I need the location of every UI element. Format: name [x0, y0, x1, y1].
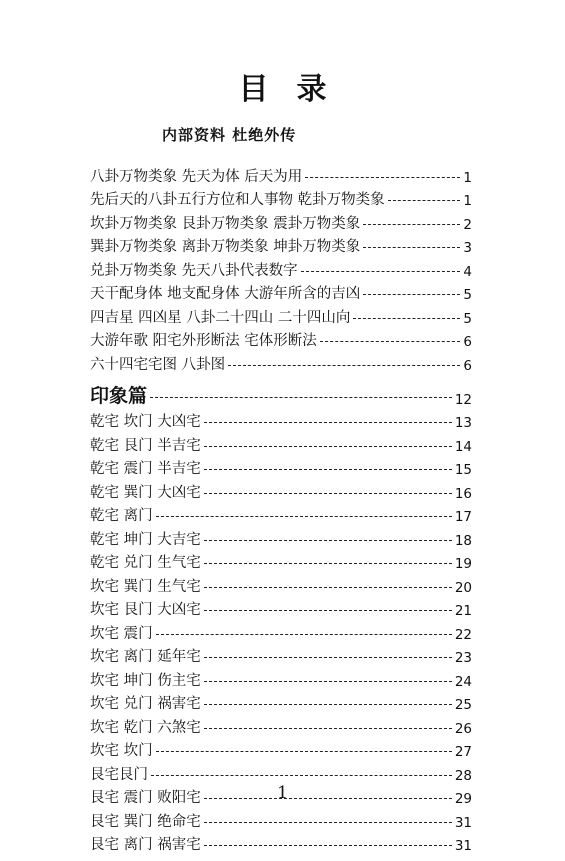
toc-leader [204, 657, 452, 658]
toc-entry-title: 乾宅 震门 半吉宅 [90, 461, 201, 477]
toc-entry[interactable] [90, 596, 472, 620]
toc-entry[interactable] [90, 549, 472, 573]
toc-entry[interactable] [90, 256, 472, 280]
toc-leader [204, 469, 452, 470]
toc-leader [204, 845, 452, 846]
toc-entry-title: 乾宅 坤门 大吉宅 [90, 531, 201, 548]
toc-leader [353, 318, 460, 319]
page-title: 目录 [238, 72, 355, 107]
toc-entry[interactable] [90, 350, 472, 374]
toc-entry-title: 乾宅 巽门 大凶宅 [90, 484, 201, 501]
toc-entry-page: 1 [463, 169, 472, 186]
toc-entry-page: 4 [463, 263, 472, 280]
toc-entry[interactable] [90, 280, 472, 304]
toc-entry-title: 坎宅 兑门 祸害宅 [90, 696, 201, 712]
toc-entry[interactable] [90, 737, 472, 761]
page-number: 1 [277, 783, 288, 803]
toc-general-group [90, 162, 472, 374]
toc-entry-page: 15 [454, 462, 472, 478]
toc-leader [156, 634, 452, 635]
toc-entry[interactable] [90, 831, 472, 855]
toc-entry-page: 26 [454, 720, 472, 737]
toc-entry-page: 29 [454, 791, 472, 807]
toc-leader [204, 822, 452, 823]
toc-entry-page: 5 [463, 287, 472, 303]
toc-section-heading[interactable] [90, 378, 472, 408]
toc-entry-title: 兑卦万物类象 先天八卦代表数字 [90, 262, 298, 279]
toc-entry-page: 23 [454, 650, 472, 666]
toc-entry-title: 坎宅 乾门 六煞宅 [90, 719, 201, 736]
toc-entry-page: 16 [454, 485, 472, 502]
toc-entry[interactable] [90, 666, 472, 690]
toc-entry[interactable] [90, 186, 472, 210]
toc-leader [204, 493, 452, 494]
toc-leader [388, 200, 461, 201]
toc-entry[interactable] [90, 209, 472, 233]
toc-entry-page: 13 [454, 415, 472, 431]
toc-entry[interactable] [90, 478, 472, 502]
toc-leader [204, 563, 452, 564]
toc-entry-title: 乾宅 艮门 半吉宅 [90, 437, 201, 454]
toc-leader [204, 422, 452, 423]
toc-leader [204, 610, 452, 611]
toc-leader [156, 751, 452, 752]
toc-entry[interactable] [90, 327, 472, 351]
toc-entry-title: 坎宅 巽门 生气宅 [90, 578, 201, 595]
toc-entry-title: 坎宅 坤门 伤主宅 [90, 672, 201, 689]
toc-entry-page: 19 [454, 556, 472, 572]
toc-entry-title: 乾宅 兑门 生气宅 [90, 555, 201, 571]
toc-entry-page: 5 [463, 310, 472, 327]
toc-entry-page: 20 [454, 579, 472, 596]
toc-leader [204, 681, 452, 682]
toc-entry[interactable] [90, 408, 472, 432]
toc-entry-title: 坎宅 震门 [90, 625, 153, 642]
toc-entry[interactable] [90, 431, 472, 455]
toc-entry-page: 2 [463, 216, 472, 233]
toc-entry-page: 25 [454, 697, 472, 713]
toc-entry-title: 先后天的八卦五行方位和人事物 乾卦万物类象 [90, 192, 385, 208]
toc-entry-page: 14 [454, 438, 472, 455]
toc-leader [150, 397, 452, 398]
toc-entry-page: 21 [454, 603, 472, 619]
toc-leader [363, 224, 460, 225]
toc-entry[interactable] [90, 643, 472, 667]
toc-entry[interactable] [90, 572, 472, 596]
toc-entry[interactable] [90, 619, 472, 643]
toc-entry-title: 坎宅 艮门 大凶宅 [90, 602, 201, 618]
toc-entry-title: 天干配身体 地支配身体 大游年所含的吉凶 [90, 286, 361, 302]
toc-entry-title: 大游年歌 阳宅外形断法 宅体形断法 [90, 333, 317, 349]
toc-entry[interactable] [90, 713, 472, 737]
toc-entry[interactable] [90, 525, 472, 549]
toc-leader [363, 247, 460, 248]
table-of-contents [90, 162, 472, 854]
toc-entry-page: 22 [454, 626, 472, 643]
toc-entry[interactable] [90, 807, 472, 831]
toc-entry-page: 27 [454, 744, 472, 760]
toc-entry-page: 28 [454, 767, 472, 784]
toc-entry-page: 6 [463, 334, 472, 350]
toc-leader [320, 341, 461, 342]
toc-entry-title: 四吉星 四凶星 八卦二十四山 二十四山向 [90, 309, 351, 326]
toc-leader [301, 271, 461, 272]
toc-entry-page: 31 [454, 838, 472, 854]
toc-entry-title: 艮宅 离门 祸害宅 [90, 837, 201, 853]
toc-leader [204, 587, 452, 588]
toc-entry-page: 18 [454, 532, 472, 549]
toc-entry-title: 坎宅 坎门 [90, 743, 153, 759]
toc-entry[interactable] [90, 760, 472, 784]
toc-leader [151, 775, 452, 776]
toc-entry-title: 艮宅艮门 [90, 766, 148, 783]
page-subtitle: 内部资料 杜绝外传 [162, 126, 297, 144]
toc-leader [204, 728, 452, 729]
toc-leader [204, 704, 452, 705]
toc-leader [363, 294, 460, 295]
toc-entry-title: 乾宅 坎门 大凶宅 [90, 414, 201, 430]
toc-section-title: 印象篇 [90, 384, 148, 407]
toc-entry-page: 17 [454, 509, 472, 525]
toc-leader [305, 177, 460, 178]
toc-entry-title: 艮宅 震门 败阳宅 [90, 790, 201, 806]
toc-entry-title: 艮宅 巽门 绝命宅 [90, 813, 201, 830]
toc-entry-title: 六十四宅宅图 八卦图 [90, 356, 226, 373]
toc-entry-title: 乾宅 离门 [90, 508, 153, 524]
toc-entry-page: 6 [463, 357, 472, 374]
toc-entry-page: 31 [454, 814, 472, 831]
toc-leader [204, 446, 452, 447]
toc-entry[interactable] [90, 502, 472, 526]
toc-entry-page: 1 [463, 193, 472, 209]
toc-section-page: 12 [454, 391, 472, 408]
toc-leader [228, 365, 460, 366]
toc-entry-title: 坎卦万物类象 艮卦万物类象 震卦万物类象 [90, 215, 361, 232]
toc-entry-title: 坎宅 离门 延年宅 [90, 649, 201, 665]
toc-entry[interactable] [90, 303, 472, 327]
toc-entry-page: 24 [454, 673, 472, 690]
toc-entry-title: 巽卦万物类象 离卦万物类象 坤卦万物类象 [90, 239, 361, 255]
toc-entry[interactable] [90, 455, 472, 479]
toc-entry[interactable] [90, 162, 472, 186]
toc-entry-title: 八卦万物类象 先天为体 后天为用 [90, 168, 303, 185]
toc-entry[interactable] [90, 233, 472, 257]
toc-leader [204, 540, 452, 541]
toc-entry-page: 3 [463, 240, 472, 256]
toc-leader [156, 516, 452, 517]
toc-entry[interactable] [90, 690, 472, 714]
